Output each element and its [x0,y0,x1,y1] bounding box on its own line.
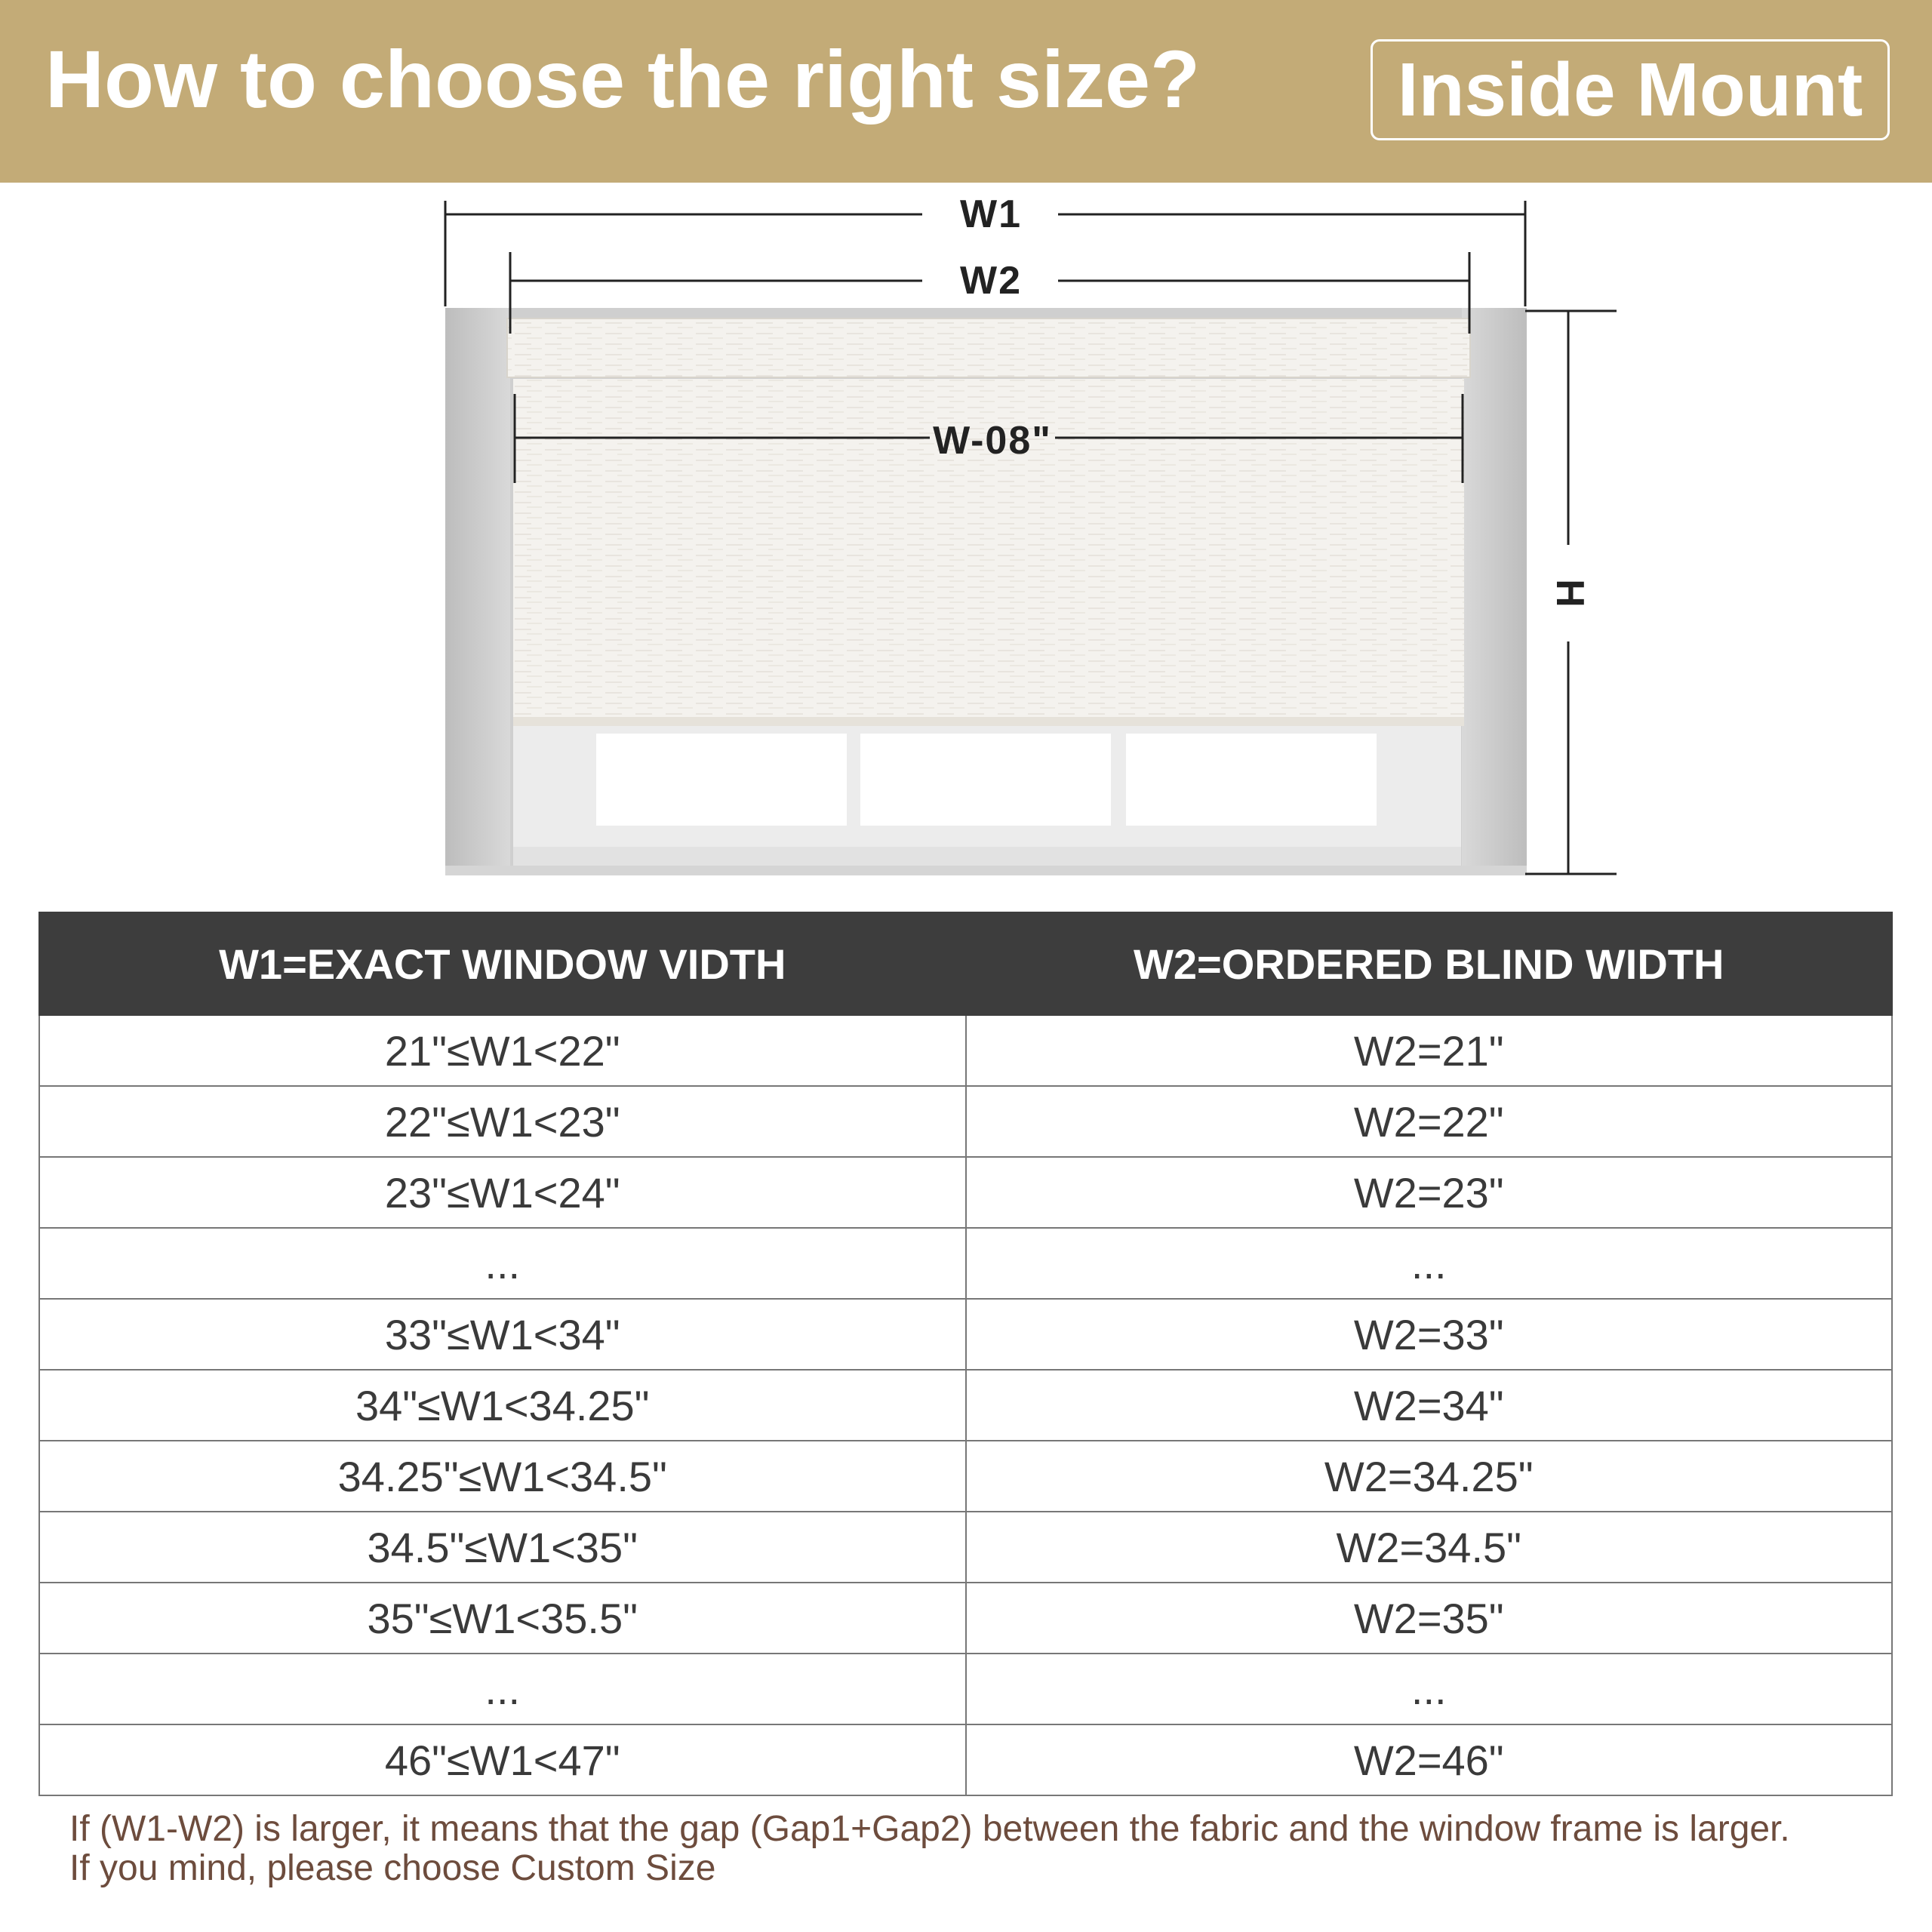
window-sill-edge [445,866,1527,875]
w2-label: W2 [960,259,1022,303]
w1-range-cell: ... [39,1228,966,1299]
page-title: How to choose the right size? [45,33,1201,125]
table-header-w2: W2=ORDERED BLIND WIDTH [966,912,1893,1015]
table-row [39,1015,1892,1086]
w1-range-cell: ... [39,1654,966,1724]
window-pane [596,734,847,826]
w2-value-cell: W2=23" [966,1157,1893,1228]
w1-range-cell: 33"≤W1<34" [39,1299,966,1370]
table-row [39,1299,1892,1370]
w1-range-cell: 34.25"≤W1<34.5" [39,1441,966,1512]
w2-value-cell: ... [966,1654,1893,1724]
table-row [39,1086,1892,1157]
table-row [39,1370,1892,1441]
window-diagram [0,183,1932,892]
footnote [69,1810,1911,1888]
w1-range-cell: 34.5"≤W1<35" [39,1512,966,1583]
w2-value-cell: W2=33" [966,1299,1893,1370]
table-row [39,1512,1892,1583]
w2-value-cell: W2=34" [966,1370,1893,1441]
window-pane [1126,734,1377,826]
table-row [39,1654,1892,1724]
height-label: H [1548,579,1592,608]
table-row [39,1228,1892,1299]
w2-value-cell: W2=22" [966,1086,1893,1157]
frame-right-side [1462,308,1527,875]
window-pane [860,734,1111,826]
w1-range-cell: 21"≤W1<22" [39,1015,966,1086]
table-row [39,1724,1892,1795]
table-row [39,1583,1892,1654]
w2-value-cell: W2=34.25" [966,1441,1893,1512]
w1-range-cell: 34"≤W1<34.25" [39,1370,966,1441]
w2-value-cell: W2=46" [966,1724,1893,1795]
size-table [38,912,1893,1796]
blind-bottom-rail [513,717,1464,726]
w2-value-cell: ... [966,1228,1893,1299]
blind-cassette [507,318,1470,377]
w1-label: W1 [960,192,1022,236]
fabric-width-label: W-08" [933,419,1052,463]
w2-value-cell: W2=21" [966,1015,1893,1086]
mount-type-badge: Inside Mount [1371,39,1890,140]
header-banner [0,0,1932,183]
w2-value-cell: W2=34.5" [966,1512,1893,1583]
table-row [39,1157,1892,1228]
frame-left-side [445,308,510,875]
table-header-w1: W1=EXACT WINDOW VIDTH [39,912,966,1015]
table-header-row [39,912,1892,1015]
w1-range-cell: 22"≤W1<23" [39,1086,966,1157]
footnote-line-2: If you mind, please choose Custom Size [69,1848,716,1888]
w1-range-cell: 46"≤W1<47" [39,1724,966,1795]
footnote-line-1: If (W1-W2) is larger, it means that the gap (Gap1+Gap2) between the fabric and the window frame is larger. [69,1809,1790,1849]
w1-range-cell: 35"≤W1<35.5" [39,1583,966,1654]
table-row [39,1441,1892,1512]
w1-range-cell: 23"≤W1<24" [39,1157,966,1228]
w2-value-cell: W2=35" [966,1583,1893,1654]
